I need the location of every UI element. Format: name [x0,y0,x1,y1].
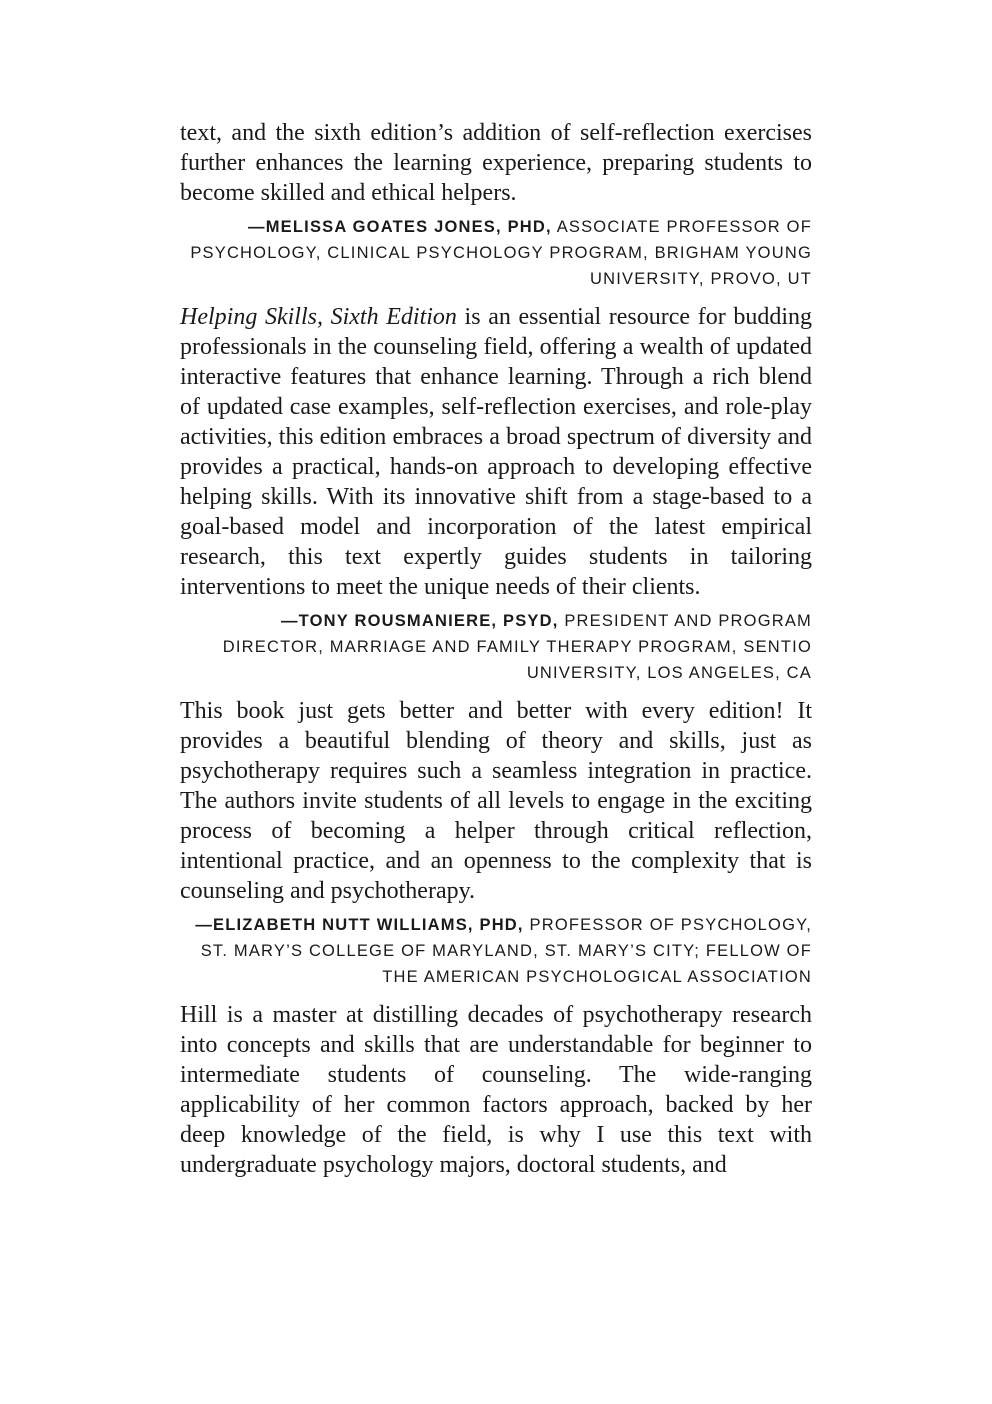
endorsement-1 [180,118,812,292]
endorsement-quote: This book just gets better and better with every edition! It provides a beautiful blending of theory and skills, just as psychotherapy requires such a seamless integration in practice. The authors invite students of all levels to engage in the exciting process of becoming a helper through critical reflection, intentional practice, and an openness to the complexity that is counseling and psychotherapy. [180,698,812,904]
endorsement-quote: Helping Skills, Sixth Edition is an essential resource for budding professionals in the counseling field, offering a wealth of updated interactive features that enhance learning. Through a rich blend of updated case examples, self-reflection exercises, and role-play activities, this edition embraces a broad spectrum of diversity and provides a practical, hands-on approach to developing effective helping skills. With its innovative shift from a stage-based to a goal-based model and incorporation of the latest empirical research, this text expertly guides students in tailoring interventions to meet the unique needs of their clients. [180,304,813,600]
endorsement-attribution [180,214,812,292]
endorsement-2 [180,302,812,686]
endorsement-attribution [180,912,812,990]
endorsement-quote: Hill is a master at distilling decades of psychotherapy research into concepts and skills that are understandable for beginner to intermediate students of counseling. The wide-ranging applicability of her common factors approach, backed by her deep knowledge of the field, is why I use this text with undergraduate psychology majors, doctoral students, and [180,1002,812,1178]
endorser-title: PRESIDENT AND PROGRAM DIRECTOR, MARRIAGE AND FAMILY THERAPY PROGRAM, SENTIO UNIVERSITY, LOS ANGELES, CA [222,612,812,682]
endorsement-4 [180,1000,812,1180]
endorser-title: PROFESSOR OF PSYCHOLOGY, ST. MARY’S COLLEGE OF MARYLAND, ST. MARY’S CITY; FELLOW OF THE AMERICAN PSYCHOLOGICAL ASSOCIATION [200,916,812,986]
book-title-italic: Helping Skills, Sixth Edition [180,304,457,330]
endorsements-page [180,118,812,1180]
endorser-title: ASSOCIATE PROFESSOR OF PSYCHOLOGY, CLINICAL PSYCHOLOGY PROGRAM, BRIGHAM YOUNG UNIVERSITY, PROVO, UT [190,218,812,288]
endorser-name: —ELIZABETH NUTT WILLIAMS, PHD, [195,916,524,934]
endorser-name: —TONY ROUSMANIERE, PSYD, [280,612,559,630]
endorsement-quote: text, and the sixth edition’s addition of self-reflection exercises further enhances the learning experience, preparing students to become skilled and ethical helpers. [180,120,812,206]
endorser-name: —MELISSA GOATES JONES, PHD, [248,218,552,236]
endorsement-attribution [180,608,812,686]
endorsement-3 [180,696,812,990]
